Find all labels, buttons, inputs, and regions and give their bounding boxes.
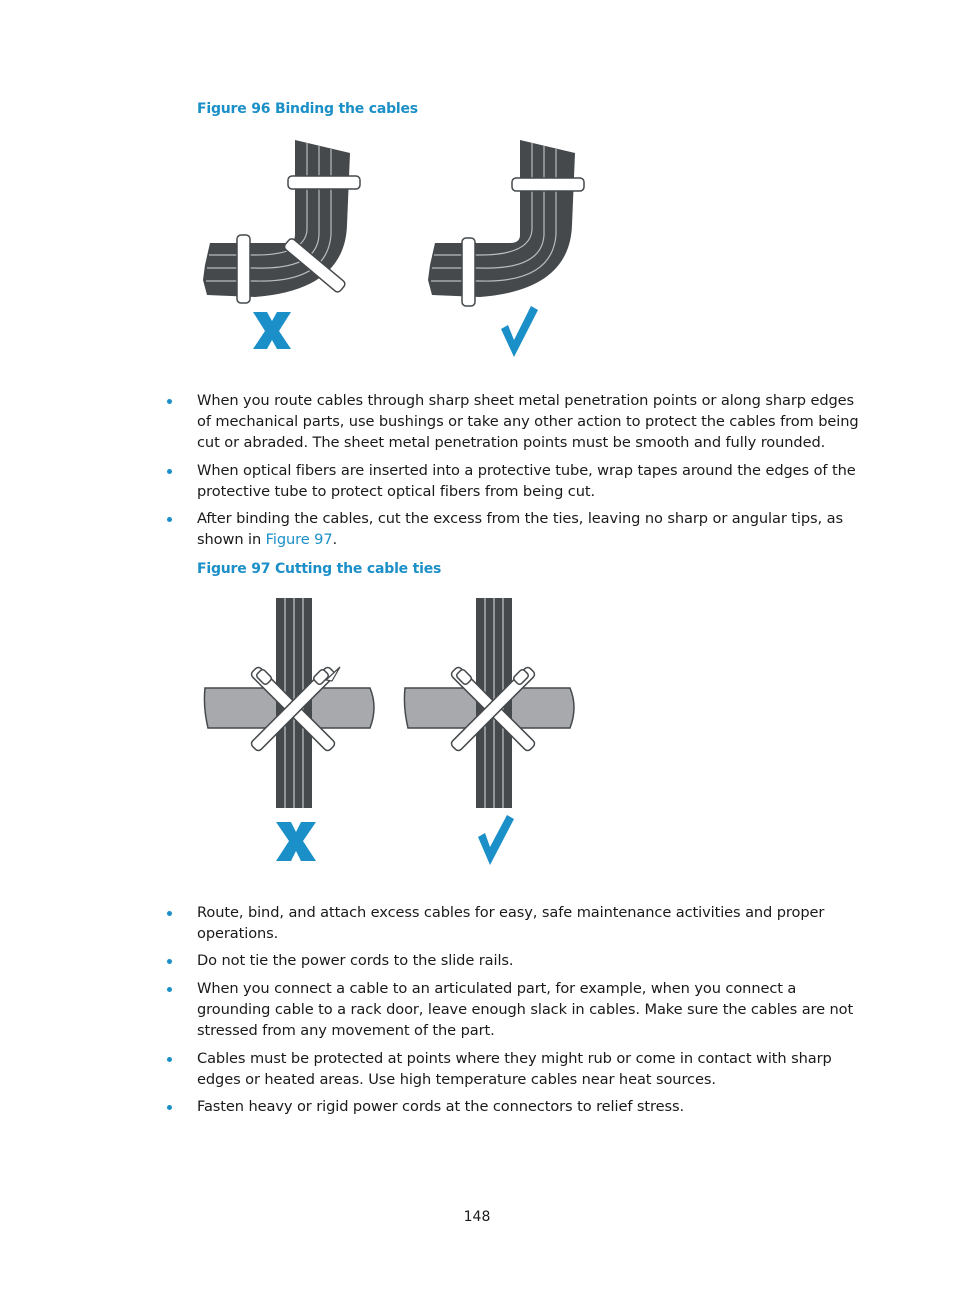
bullet-icon: [167, 959, 172, 964]
cross-icon: [276, 822, 316, 861]
list-item: When you connect a cable to an articulated part, for example, when you connect a grounding cable to a rack door, leave enough slack in cables. Make sure the cables are not stressed from any movement of the part.: [160, 978, 870, 1041]
figure-96-caption: Figure 96 Binding the cables: [197, 101, 418, 117]
cable-tie-side-wrong: [237, 235, 250, 303]
list-item: When optical fibers are inserted into a protective tube, wrap tapes around the edges of the protective tube to protect optical fibers from being cut.: [160, 460, 870, 502]
checkmark-icon: [478, 815, 514, 865]
bullet-icon: [167, 1105, 172, 1110]
cable-tie-top-wrong: [288, 176, 360, 189]
checkmark-icon: [501, 306, 538, 357]
cross-icon: [253, 312, 291, 349]
figure-96-illustration: [195, 135, 615, 365]
list-item: Cables must be protected at points where they might rub or come in contact with sharp edges or heated areas. Use high temperature cables near heat sources.: [160, 1048, 870, 1090]
list-item: Fasten heavy or rigid power cords at the connectors to relief stress.: [160, 1096, 870, 1117]
bullet-list-top: [160, 390, 870, 550]
list-item: When you route cables through sharp sheet metal penetration points or along sharp edges of mechanical parts, use bushings or take any other action to protect the cables from being cut or abraded. The sheet metal penetration points must be smooth and fully rounded.: [160, 390, 870, 453]
cable-bundle-correct: [428, 140, 575, 297]
figure-97-link[interactable]: Figure 97: [265, 531, 333, 548]
list-item: Route, bind, and attach excess cables for easy, safe maintenance activities and proper operations.: [160, 902, 870, 944]
cable-tie-top-correct: [512, 178, 584, 191]
bullet-icon: [167, 1057, 172, 1062]
list-item: Do not tie the power cords to the slide rails.: [160, 950, 870, 971]
bullet-list-bottom: [160, 902, 870, 1117]
bullet-icon: [167, 517, 172, 522]
bullet-icon: [167, 469, 172, 474]
bullet-icon: [167, 399, 172, 404]
figure-97-illustration: [200, 595, 580, 870]
page-number: 148: [463, 1209, 491, 1225]
figure-97-caption: Figure 97 Cutting the cable ties: [197, 561, 442, 577]
list-item: After binding the cables, cut the excess from the ties, leaving no sharp or angular tips, as shown in Figure 97.: [160, 508, 870, 550]
bullet-icon: [167, 911, 172, 916]
cable-tie-side-correct: [462, 238, 475, 306]
bullet-icon: [167, 987, 172, 992]
